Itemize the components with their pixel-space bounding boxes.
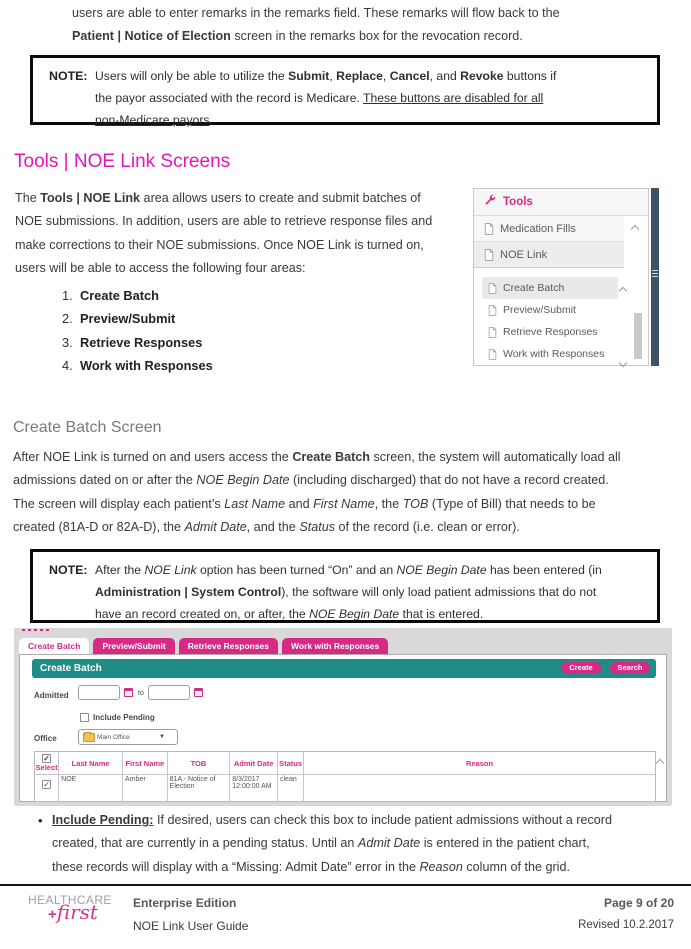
- logo-word: HEALTHCARE: [28, 893, 112, 907]
- column-header: First Name: [123, 752, 168, 774]
- tab-work-with-responses[interactable]: Work with Responses: [282, 638, 388, 654]
- caret-down-icon: ▼: [159, 734, 165, 740]
- include-pending-label: Include Pending: [93, 713, 155, 722]
- page-icon: [484, 223, 494, 235]
- tools-paragraph: The Tools | NOE Link area allows users to create and submit batches of NOE submissions. In addition, users are able to retrieve response files and make corrections to their NOE submissions. Once NOE Link is turned on, users will be able to access the following four areas:: [15, 191, 433, 275]
- admitted-to-input[interactable]: [148, 685, 190, 700]
- note-box-noe-begin-date: [30, 549, 660, 623]
- column-header: TOB: [168, 752, 231, 774]
- sidebar-item-work-with-responses[interactable]: Work with Responses: [482, 343, 618, 365]
- revision-date: Revised 10.2.2017: [578, 919, 674, 931]
- tab-create-batch[interactable]: Create Batch: [19, 638, 89, 654]
- folder-icon: [83, 733, 95, 742]
- panel-title: Create Batch: [40, 663, 102, 674]
- scrollbar-thumb[interactable]: [634, 313, 642, 359]
- note-label: NOTE:: [49, 69, 88, 83]
- create-button[interactable]: Create: [561, 662, 601, 674]
- create-batch-panel: [19, 654, 667, 802]
- office-label: Office: [34, 734, 57, 743]
- select-all-header[interactable]: ✓ Select: [35, 752, 59, 774]
- footer-divider: [0, 884, 691, 886]
- admitted-from-input[interactable]: [78, 685, 120, 700]
- tools-menu-title: Tools: [503, 196, 533, 208]
- column-header: Last Name: [59, 752, 123, 774]
- chevron-up-icon[interactable]: [631, 225, 639, 233]
- drag-grip-icon: [652, 270, 658, 279]
- list-item: 2. Preview/Submit: [62, 311, 176, 327]
- cell-tob: 81A - Notice of Election: [168, 775, 231, 801]
- tools-menu-screenshot: [473, 188, 659, 366]
- create-batch-paragraph: After NOE Link is turned on and users access the Create Batch screen, the system will automatically load all admissions dated on or after the NOE Begin Date (including discharged) that do not have a record created. The screen will display each patient’s Last Name and First Name, the TOB (Type of Bill) that needs to be created (81A-D or 82A-D), the Admit Date, and the Status of the record (i.e. clean or error).: [13, 450, 621, 534]
- footer-page-block: [578, 896, 674, 931]
- note-text: Users will only be able to utilize the Submit, Replace, Cancel, and Revoke buttons if the payor associated with the record is Medicare. These buttons are disabled for all non-Medicare payors.: [95, 69, 557, 127]
- cell-reason: [304, 775, 655, 801]
- guide-label: NOE Link User Guide: [133, 919, 249, 933]
- chevron-up-icon[interactable]: [657, 753, 663, 771]
- sidebar-edge-bar[interactable]: [651, 188, 659, 366]
- section-heading-tools-noe-link: Tools | NOE Link Screens: [14, 151, 231, 172]
- admissions-grid: [34, 751, 656, 802]
- column-header: Status: [278, 752, 304, 774]
- list-item: 3. Retrieve Responses: [62, 334, 203, 350]
- search-button[interactable]: Search: [610, 662, 650, 674]
- column-header: Admit Date: [230, 752, 278, 774]
- logo-script-word: first: [56, 900, 98, 924]
- note-box-medicare: [30, 55, 660, 125]
- calendar-icon[interactable]: [124, 688, 133, 697]
- page-icon: [484, 249, 494, 261]
- cell-last-name: NOE: [59, 775, 123, 801]
- page-icon: [488, 327, 497, 338]
- page-icon: [488, 283, 497, 294]
- sidebar-item-preview-submit[interactable]: Preview/Submit: [482, 299, 618, 321]
- panel-header: [32, 659, 656, 678]
- tools-menu-panel: [473, 188, 649, 366]
- intro-paragraph: users are able to enter remarks in the remarks field. These remarks will flow back to the Patient | Notice of Election screen in the remarks box for the revocation record.: [72, 6, 560, 44]
- tab-preview-submit[interactable]: Preview/Submit: [93, 638, 174, 654]
- tab-retrieve-responses[interactable]: Retrieve Responses: [179, 638, 278, 654]
- note-label: NOTE:: [49, 563, 88, 577]
- include-pending-bullet: • Include Pending: If desired, users can check this box to include patient admissions without a record created, that are currently in a pending status. Until an Admit Date is entered in the patient chart, these records will display with a “Missing: Admit Date” error in the Reason column of the grid.: [38, 813, 612, 874]
- sidebar-scrollbar[interactable]: [632, 219, 645, 363]
- noe-link-submenu: [482, 277, 618, 365]
- calendar-icon[interactable]: [194, 688, 203, 697]
- grid-data-row: [35, 775, 655, 801]
- list-item: 1. Create Batch: [62, 288, 159, 303]
- healthcarefirst-logo: [28, 893, 138, 924]
- wrench-icon: [484, 193, 496, 211]
- note-text: After the NOE Link option has been turned “On” and an NOE Begin Date has been entered (in Administration | System Control), the software will only load patient admissions that do not have an record created on, or after, the NOE Begin Date that is entered.: [95, 563, 602, 621]
- office-value: Main Office: [97, 733, 130, 741]
- cell-admit-date: 8/3/2017 12:00:00 AM: [230, 775, 278, 801]
- edition-label: Enterprise Edition: [133, 896, 237, 910]
- list-item: 4. Work with Responses: [62, 357, 213, 373]
- sidebar-item-noe-link[interactable]: NOE Link: [474, 242, 624, 268]
- chevron-down-icon[interactable]: [620, 353, 626, 371]
- cell-status: clean: [278, 775, 304, 801]
- checkbox-checked-icon[interactable]: [42, 754, 51, 763]
- to-label: to: [138, 690, 144, 697]
- noe-link-areas-list: [62, 284, 213, 377]
- plus-icon: +: [48, 906, 57, 923]
- row-select-checkbox[interactable]: [42, 780, 51, 789]
- column-header: Reason: [465, 758, 494, 768]
- bullet-marker: •: [38, 813, 43, 828]
- include-pending-checkbox[interactable]: [80, 713, 89, 722]
- page-number: Page 9 of 20: [603, 896, 674, 910]
- footer-edition-block: [133, 896, 248, 933]
- sidebar-item-medication-fills[interactable]: Medication Fills: [474, 216, 624, 242]
- chevron-up-icon[interactable]: [620, 281, 626, 299]
- create-batch-screenshot: [14, 628, 672, 806]
- admitted-label: Admitted: [34, 691, 69, 700]
- cropped-text-marks: [22, 629, 49, 631]
- office-dropdown[interactable]: [78, 729, 178, 745]
- section-heading-create-batch-screen: Create Batch Screen: [13, 419, 162, 436]
- grid-header-row: [35, 752, 655, 775]
- sidebar-item-retrieve-responses[interactable]: Retrieve Responses: [482, 321, 618, 343]
- sidebar-item-create-batch[interactable]: Create Batch: [482, 277, 618, 299]
- tools-menu-header: [474, 189, 648, 216]
- cell-first-name: Amber: [123, 775, 168, 801]
- tab-bar: [19, 638, 388, 654]
- page-icon: [488, 305, 497, 316]
- page-icon: [488, 349, 497, 360]
